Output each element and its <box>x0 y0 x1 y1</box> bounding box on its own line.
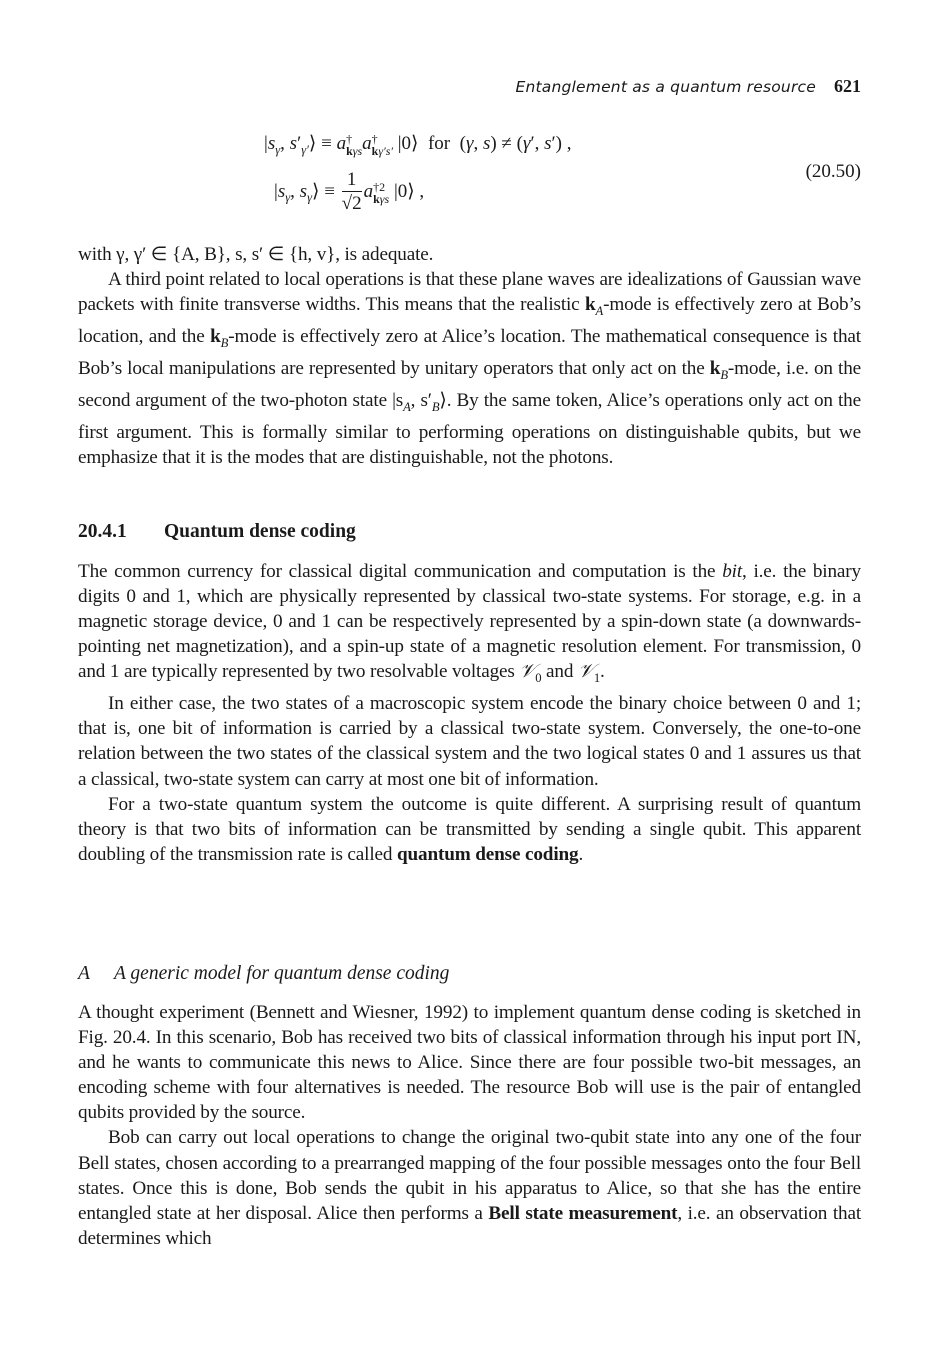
subsection-title: A generic model for quantum dense coding <box>114 963 450 984</box>
subsection-heading <box>78 963 449 985</box>
equation-line-2: $|s_\gamma$, $s_\gamma⟩$ ≡ $\frac{1}{√2}$ a †2 kγs |0⟩ , <box>274 169 425 214</box>
section-heading <box>78 521 356 543</box>
running-head <box>515 76 861 97</box>
paragraph-bob-local-operations: Bob can carry out local operations to change the original two-qubit state into any one of the four Bell states, chosen according to a prearranged mapping of the four possible messages onto the four Bell states. Once this is done, Bob sends the qubit in his apparatus to Alice, so that she has the entire entangled state at her disposal. Alice then performs a Bell state measurement, i.e. an observation that determines which <box>78 1127 862 1249</box>
intro-text <box>78 242 861 470</box>
paragraph-adequate: with γ, γ′ ∈ {A, B}, s, s′ ∈ {h, v}, is adequate. <box>78 244 434 265</box>
paragraph-thought-experiment: A thought experiment (Bennett and Wiesner, 1992) to implement quantum dense coding is sketched in Fig. 20.4. In this scenario, Bob has received two bits of classical information through his input port IN, and he wants to communicate this news to Alice. Since there are four possible two-bit messages, an encoding scheme with four alternatives is needed. The resource Bob will use is the pair of entangled qubits provided by the source. <box>78 1002 861 1124</box>
paragraph-common-currency: The common currency for classical digital communication and computation is the bit, i.e. the binary digits 0 and 1, which are physically represented by classical two-state systems. For storage, e.g. in a magnetic storage device, 0 and 1 can be respectively represented by a spin-down state (a downwards-pointing net magnetization), and a spin-up state of a magnetic resolution element. For transmission, 0 and 1 are typically represented by two resolvable voltages 𝒱$_0$ and 𝒱$_1$. <box>78 561 861 686</box>
subsection-letter: A <box>78 963 90 984</box>
chapter-title: Entanglement as a quantum resource <box>515 78 816 96</box>
section-number: 20.4.1 <box>78 521 127 542</box>
equation-20-50 <box>78 126 861 226</box>
paragraph-third-point: A third point related to local operations is that these plane waves are idealizations of Gaussian wave packets with finite transverse widths. This means that the realistic $k_A$-mode is effectively zero at Bob’s location, and the $k_B$-mode is effectively zero at Alice’s location. The mathematical consequence is that Bob’s local manipulations are represented by unitary operators that only act on the $k_B$-mode, i.e. on the second argument of the two-photon state $|s_A$, $s'_B⟩$. By the same token, Alice’s operations only act on the first argument. This is formally similar to performing operations on distinguishable qubits, but we emphasize that it is the modes that are distinguishable, not the photons. <box>78 269 862 468</box>
subsection-text <box>78 1000 861 1251</box>
paragraph-either-case: In either case, the two states of a macroscopic system encode the binary choice between 0 and 1; that is, one bit of information is carried by a classical two-state system. Conversely, the one-to-one relation between the two states of the classical system and the two logical states 0 and 1 assures us that a classical, two-state system can carry at most one bit of information. <box>78 693 861 790</box>
page-number: 621 <box>834 76 861 96</box>
section-title: Quantum dense coding <box>164 521 356 542</box>
equation-line-1: $|s_\gamma$, $s'_{\gamma'}⟩ \equiv a$ † kγs a † kγ′s′ |0⟩ for (γ, s) ≠ (γ′, s′) , <box>264 131 572 158</box>
equation-number: (20.50) <box>805 161 861 182</box>
section-text <box>78 559 861 867</box>
paragraph-two-state-quantum: For a two-state quantum system the outcome is quite different. A surprising result of quantum theory is that two bits of information can be transmitted by sending a single qubit. This apparent doubling of the transmission rate is called quantum dense coding. <box>78 793 861 865</box>
